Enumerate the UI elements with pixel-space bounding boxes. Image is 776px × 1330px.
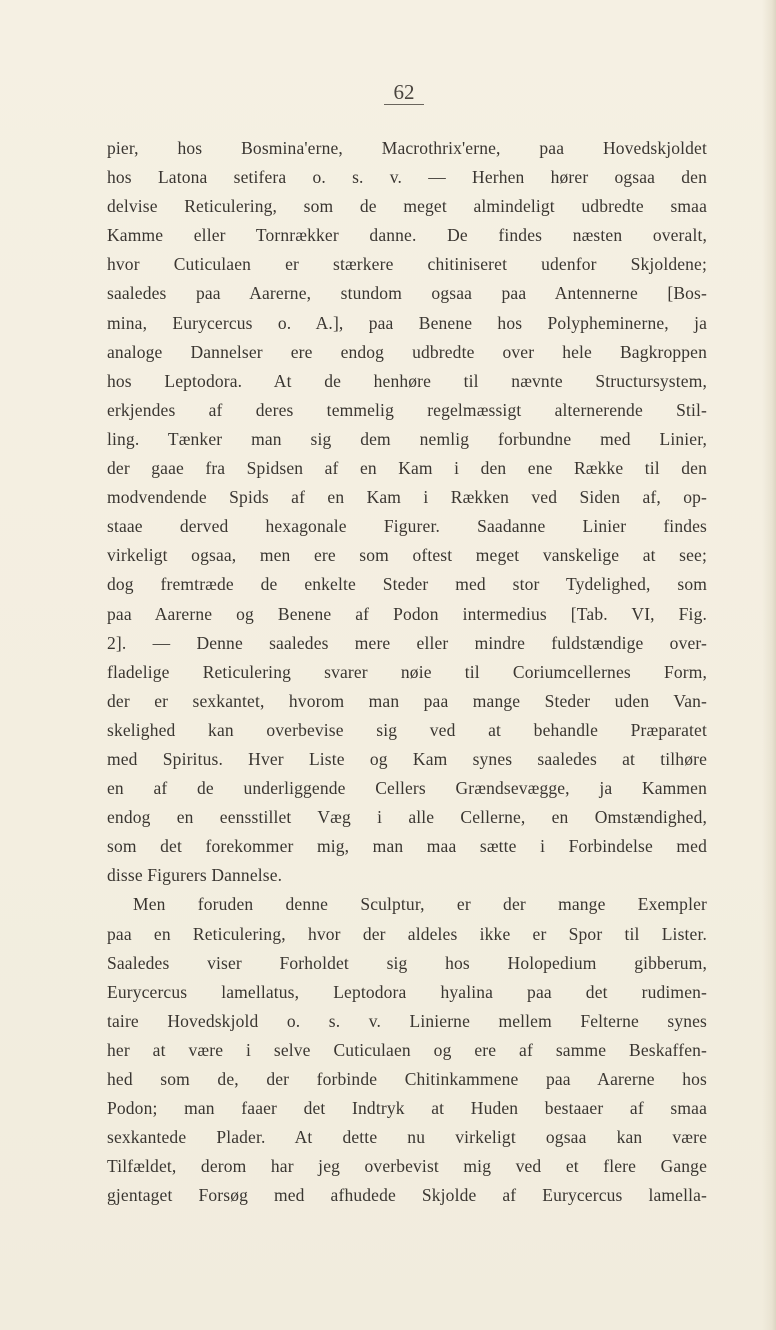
text-line: Men foruden denne Sculptur, er der mange Exempler xyxy=(133,894,707,915)
text-line: Podon; man faaer det Indtryk at Huden bestaaer af smaa xyxy=(107,1098,707,1119)
text-line: analoge Dannelser ere endog udbredte over hele Bagkroppen xyxy=(107,341,707,362)
text-line: med Spiritus. Hver Liste og Kam synes saaledes at tilhøre xyxy=(107,748,707,769)
text-line: mina, Eurycercus o. A.], paa Benene hos Polypheminerne, ja xyxy=(107,312,707,333)
body-text xyxy=(107,134,707,1210)
text-line: Saaledes viser Forholdet sig hos Holopedium gibberum, xyxy=(107,952,707,973)
text-line: modvendende Spids af en Kam i Rækken ved Siden af, op- xyxy=(107,487,707,508)
text-line: der gaae fra Spidsen af en Kam i den ene Række til den xyxy=(107,458,707,479)
text-line: dog fremtræde de enkelte Steder med stor Tydelighed, som xyxy=(107,574,707,595)
text-line: paa en Reticulering, hvor der aldeles ikke er Spor til Lister. xyxy=(107,923,707,944)
text-line: delvise Reticulering, som de meget almindeligt udbredte smaa xyxy=(107,196,707,217)
text-line: hos Leptodora. At de henhøre til nævnte Structursystem, xyxy=(107,370,707,391)
text-line: her at være i selve Cuticulaen og ere af samme Beskaffen- xyxy=(107,1039,707,1060)
text-line: hed som de, der forbinde Chitinkammene paa Aarerne hos xyxy=(107,1069,707,1089)
text-line: pier, hos Bosmina'erne, Macrothrix'erne, paa Hovedskjoldet xyxy=(107,138,707,158)
text-line: fladelige Reticulering svarer nøie til Coriumcellernes Form, xyxy=(107,661,707,682)
text-line: Kamme eller Tornrækker danne. De findes næsten overalt, xyxy=(107,225,707,246)
text-line: paa Aarerne og Benene af Podon intermedius [Tab. VI, Fig. xyxy=(107,603,707,624)
text-line: en af de underliggende Cellers Grændsevægge, ja Kammen xyxy=(107,778,707,799)
text-line: Eurycercus lamellatus, Leptodora hyalina paa det rudimen- xyxy=(107,981,707,1002)
text-line: hvor Cuticulaen er stærkere chitiniseret udenfor Skjoldene; xyxy=(107,254,707,275)
text-line: disse Figurers Dannelse. xyxy=(107,865,283,886)
text-line: 2]. — Denne saaledes mere eller mindre fuldstændige over- xyxy=(107,632,707,653)
text-line: hos Latona setifera o. s. v. — Herhen hører ogsaa den xyxy=(107,167,707,188)
text-line: der er sexkantet, hvorom man paa mange Steder uden Van- xyxy=(107,690,707,711)
text-line: taire Hovedskjold o. s. v. Linierne mellem Felterne synes xyxy=(107,1010,707,1031)
text-line: som det forekommer mig, man maa sætte i Forbindelse med xyxy=(107,836,707,857)
text-line: skelighed kan overbevise sig ved at behandle Præparatet xyxy=(107,719,707,740)
text-line: saaledes paa Aarerne, stundom ogsaa paa Antennerne [Bos- xyxy=(107,283,707,304)
text-line: staae derved hexagonale Figurer. Saadanne Linier findes xyxy=(107,516,707,537)
page-number: 62 xyxy=(384,82,424,105)
text-line: erkjendes af deres temmelig regelmæssigt alternerende Stil- xyxy=(107,399,707,420)
text-line: virkeligt ogsaa, men ere som oftest meget vanskelige at see; xyxy=(107,545,707,566)
text-line: Tilfældet, derom har jeg overbevist mig ved et flere Gange xyxy=(107,1156,707,1177)
text-line: ling. Tænker man sig dem nemlig forbundne med Linier, xyxy=(107,428,707,449)
page-edge-shadow xyxy=(762,0,776,1330)
text-line: endog en eensstillet Væg i alle Cellerne, en Omstændighed, xyxy=(107,807,707,828)
text-line: sexkantede Plader. At dette nu virkeligt ogsaa kan være xyxy=(107,1127,707,1148)
text-line: gjentaget Forsøg med afhudede Skjolde af Eurycercus lamella- xyxy=(107,1185,707,1206)
